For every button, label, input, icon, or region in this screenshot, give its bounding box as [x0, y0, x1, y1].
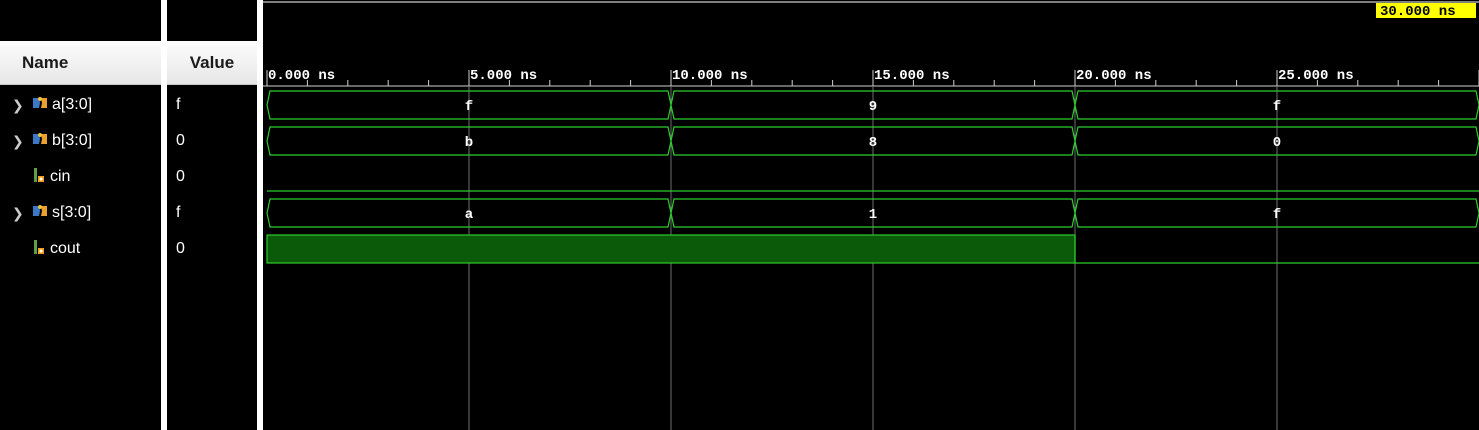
name-header-label: Name	[22, 52, 69, 72]
name-column-header[interactable]	[0, 41, 161, 85]
waveform-panel[interactable]	[263, 0, 1479, 430]
signal-value-cout: 0	[176, 240, 185, 257]
time-tick-label: 15.000 ns	[874, 68, 950, 84]
bit-high-level	[267, 235, 1075, 263]
signal-value-s: f	[176, 204, 181, 221]
values-panel	[167, 0, 257, 430]
expand-chevron-icon[interactable]: ❯	[12, 204, 24, 221]
signal-row-b[interactable]	[0, 123, 92, 159]
bus-value-label: f	[1272, 99, 1282, 115]
value-column-header[interactable]	[167, 41, 257, 85]
bus-value-label: b	[464, 135, 474, 151]
bus-value-label: f	[464, 99, 474, 115]
signal-name: cout	[50, 240, 81, 257]
signal-name: a[3:0]	[52, 96, 93, 113]
bus-value-label: a	[464, 207, 474, 223]
bus-value-label: 9	[868, 99, 878, 115]
signal-row-a[interactable]	[0, 87, 92, 123]
bus-value-label: f	[1272, 207, 1282, 223]
bus-signal-icon	[32, 132, 48, 151]
names-panel	[0, 0, 161, 430]
time-tick-label: 25.000 ns	[1278, 68, 1354, 84]
signal-name: s[3:0]	[52, 204, 92, 221]
bus-value-label: 8	[868, 135, 878, 151]
signal-value-a: f	[176, 96, 181, 113]
time-tick-label: 0.000 ns	[268, 68, 336, 84]
signal-name: cin	[50, 168, 71, 185]
bit-signal-icon	[32, 167, 46, 188]
time-tick-label: 10.000 ns	[672, 68, 748, 84]
signal-row-cout[interactable]	[0, 231, 80, 267]
waveform-canvas[interactable]	[263, 0, 1479, 430]
bus-value-label: 0	[1272, 135, 1282, 151]
bus-value-label: 1	[868, 207, 878, 223]
bus-signal-icon	[32, 96, 48, 115]
bus-signal-icon	[32, 204, 48, 223]
value-header-label: Value	[189, 52, 235, 72]
signal-row-s[interactable]	[0, 195, 91, 231]
signal-name: b[3:0]	[52, 132, 93, 149]
time-tick-label: 5.000 ns	[470, 68, 538, 84]
signal-value-cin: 0	[176, 168, 185, 185]
signal-row-cin[interactable]	[0, 159, 70, 195]
cursor-time-label: 30.000 ns	[1380, 4, 1456, 20]
expand-chevron-icon[interactable]: ❯	[12, 132, 24, 149]
expand-chevron-icon[interactable]: ❯	[12, 96, 24, 113]
signal-value-b: 0	[176, 132, 185, 149]
time-tick-label: 20.000 ns	[1076, 68, 1152, 84]
bit-signal-icon	[32, 239, 46, 260]
